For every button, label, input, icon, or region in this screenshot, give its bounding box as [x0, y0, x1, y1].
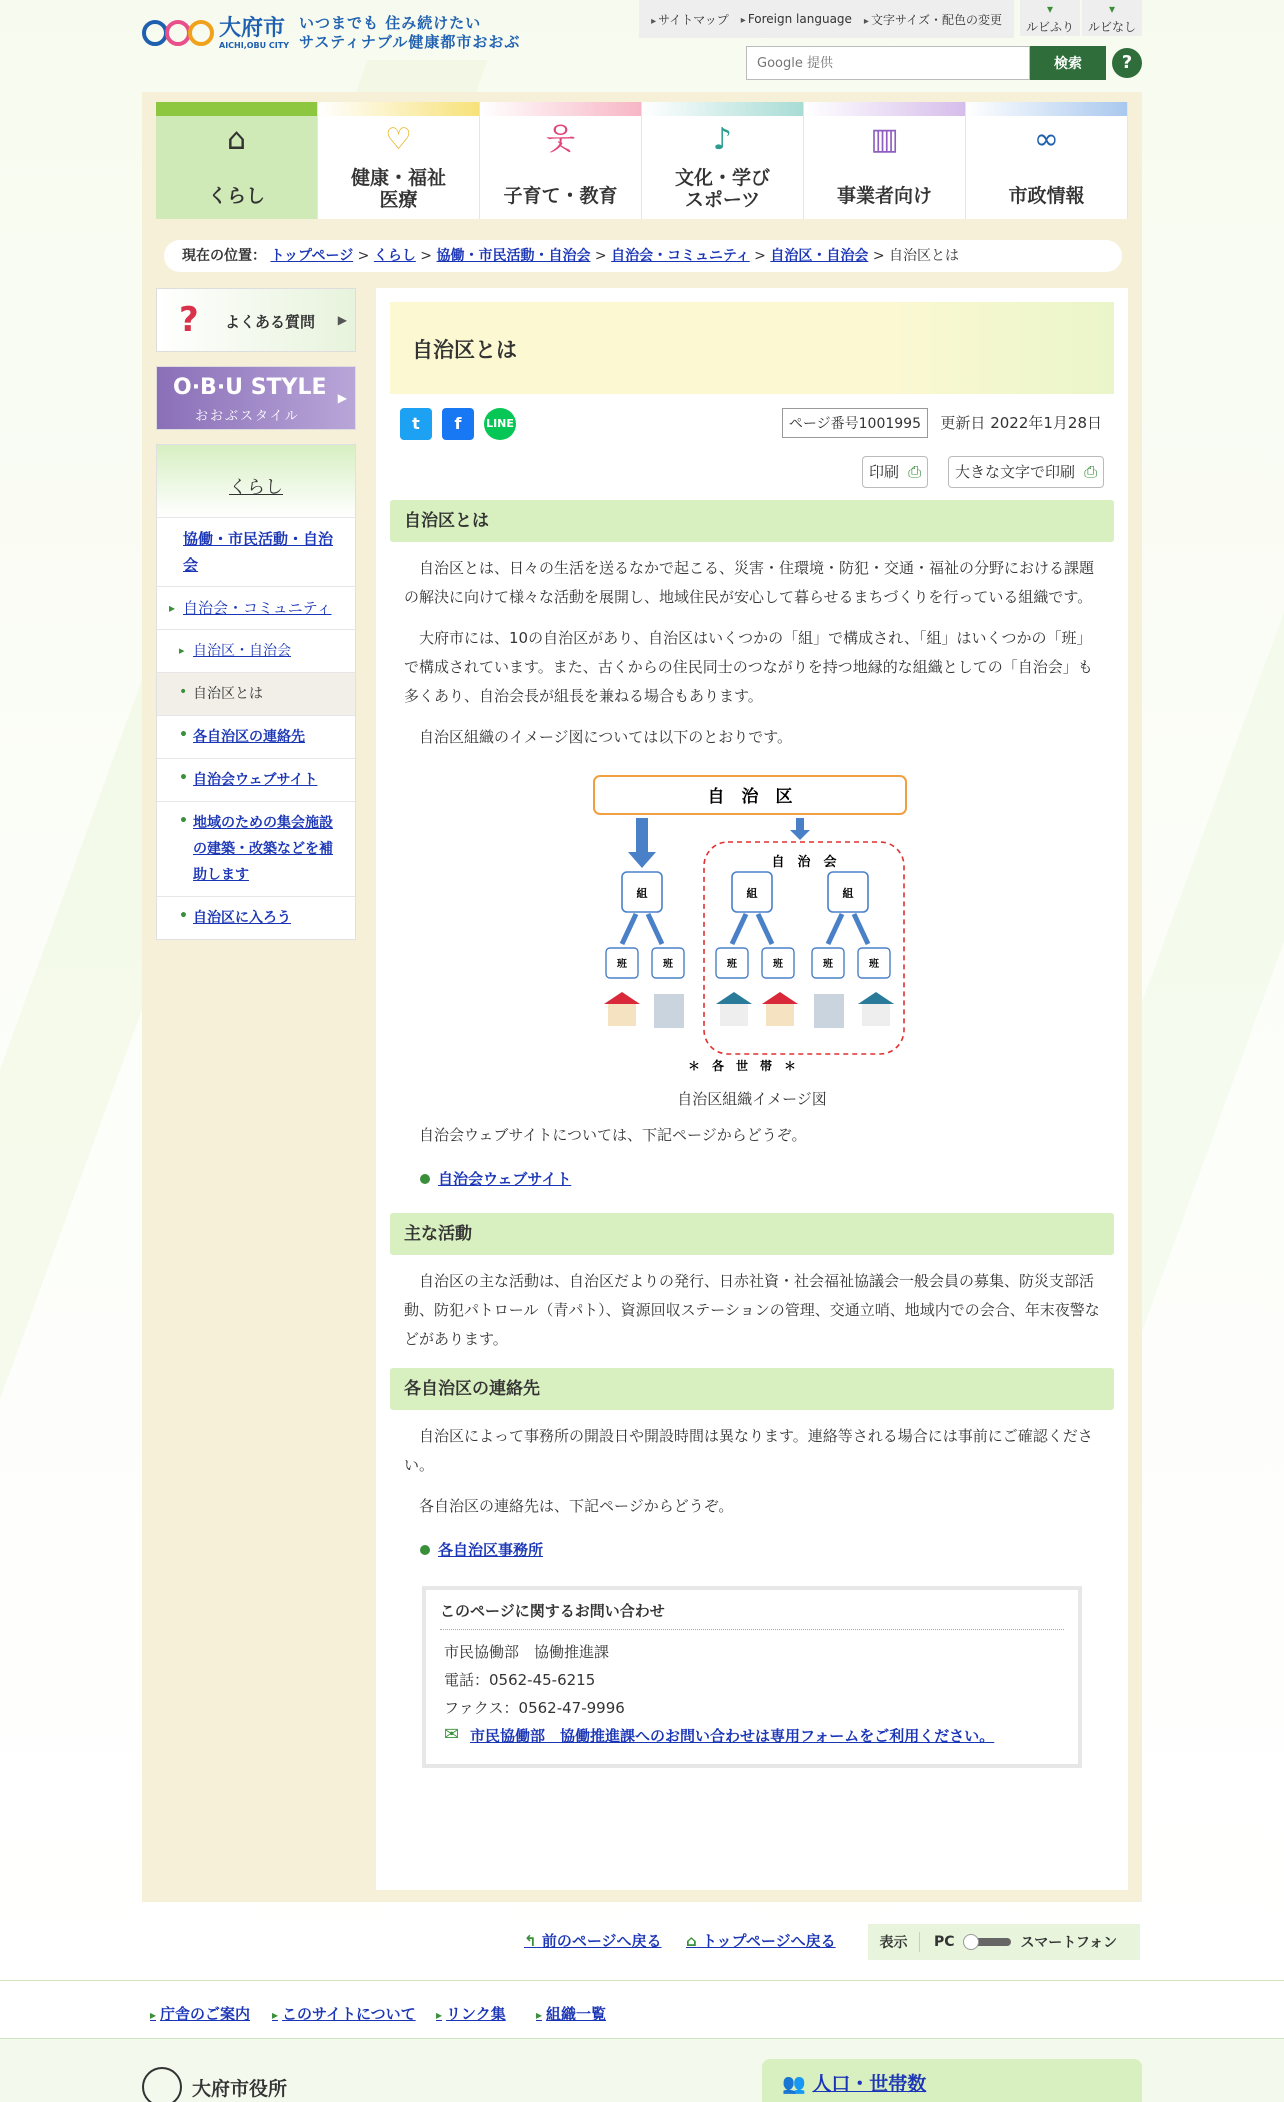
- contact-fax: ファクス：0562-47-9996: [444, 1699, 625, 1717]
- page-nav: [0, 1920, 1284, 1960]
- diagram-kumi: 組: [842, 887, 854, 900]
- footer-link-links[interactable]: ▸ リンク集: [436, 2003, 506, 2024]
- paragraph: 自治区とは、日々の生活を送るなかで起こる、災害・住環境・防犯・交通・福祉の分野における課題の解決に向けて様々な活動を展開し、地域住民が安心して暮らせるまちづくりを行っている組織です。: [404, 559, 1095, 606]
- facebook-icon[interactable]: f: [442, 408, 474, 440]
- diagram-setai-label: ＊ 各 世 帯 ＊: [687, 1059, 797, 1073]
- faq-banner[interactable]: ? よくある質問 ▶: [156, 288, 356, 352]
- violin-icon: ♪: [712, 122, 733, 157]
- local-nav-head[interactable]: くらし: [229, 477, 283, 498]
- twitter-icon[interactable]: t: [400, 408, 432, 440]
- footer-links: [0, 1980, 1284, 2038]
- search-input[interactable]: [746, 46, 1030, 80]
- arrow-right-icon: ▶: [337, 391, 347, 405]
- factory-icon: ▥: [870, 122, 899, 157]
- help-icon[interactable]: ?: [1112, 48, 1142, 78]
- people-icon: 👥: [782, 2073, 806, 2095]
- diagram-han: 班: [617, 959, 627, 970]
- diagram-kumi: 組: [636, 887, 648, 900]
- diagram-jichiku-label: 自 治 区: [707, 787, 793, 807]
- organization-diagram: [592, 774, 912, 1074]
- nav-health-welfare[interactable]: ♡ 健康・福祉 医療: [318, 102, 480, 219]
- utility-bar: [639, 0, 1142, 38]
- paragraph: 大府市には、10の自治区があり、自治区はいくつかの「組」で構成され、「組」はいくつかの「班」で構成されています。また、古くからの住民同士のつながりを持つ地縁的な組織としての「自治会」も多くあり、自治会長が組長を兼ねる場合もあります。: [404, 629, 1093, 705]
- question-icon: ?: [179, 300, 199, 340]
- main-content: [376, 288, 1128, 1890]
- sidebar: [156, 288, 356, 940]
- paragraph: 各自治区の連絡先は、下記ページからどうぞ。: [419, 1497, 734, 1515]
- diagram-kumi: 組: [746, 887, 758, 900]
- page-number: ページ番号1001995: [782, 408, 928, 438]
- breadcrumb-top[interactable]: トップページ: [270, 248, 354, 264]
- diagram-han: 班: [663, 959, 673, 970]
- ruby-off-button[interactable]: ▾ ルビなし: [1082, 0, 1142, 36]
- print-row: [390, 450, 1114, 500]
- local-nav-item: • 自治区に入ろう: [157, 896, 355, 939]
- local-nav-item: • 各自治区の連絡先: [157, 715, 355, 758]
- obu-mark-icon: ∞: [1034, 122, 1059, 157]
- diagram-han: 班: [823, 959, 833, 970]
- contact-title: このページに関するお問い合わせ: [440, 1600, 1064, 1630]
- font-size-color-link[interactable]: ▸ 文字サイズ・配色の変更: [864, 11, 1002, 28]
- breadcrumb-jichikai-community[interactable]: 自治会・コミュニティ: [611, 248, 750, 264]
- nav-childcare-education[interactable]: 웃 子育て・教育: [480, 102, 642, 219]
- contact-tel: 電話：0562-45-6215: [444, 1671, 596, 1689]
- nav-culture-sports[interactable]: ♪ 文化・学び スポーツ: [642, 102, 804, 219]
- foreign-language-link[interactable]: ▸ Foreign language: [741, 12, 852, 26]
- breadcrumb-kyodo[interactable]: 協働・市民活動・自治会: [436, 248, 591, 264]
- print-button[interactable]: 印刷 ⎙: [862, 456, 928, 488]
- local-nav-item-current: • 自治区とは: [157, 672, 355, 715]
- search-button[interactable]: 検索: [1030, 46, 1106, 80]
- page-meta: [390, 394, 1114, 450]
- heart-icon: ♡: [385, 122, 412, 157]
- section-heading: 主な活動: [390, 1213, 1114, 1255]
- smartphone-label[interactable]: スマートフォン: [1020, 1935, 1118, 1951]
- local-nav-item: 協働・市民活動・自治会: [157, 517, 355, 586]
- city-emblem-icon: [142, 2067, 182, 2102]
- section-heading: 自治区とは: [390, 500, 1114, 542]
- footer-link-chosha[interactable]: ▸ 庁舎のご案内: [150, 2003, 250, 2024]
- display-toggle[interactable]: [965, 1938, 1011, 1946]
- house-icons: [604, 992, 894, 1028]
- tagline: いつまでも 住み続けたい サスティナブル健康都市おおぶ: [299, 14, 521, 51]
- house-icon: ⌂: [226, 122, 247, 157]
- top-page-link[interactable]: ⌂ トップページへ戻る: [686, 1932, 836, 1950]
- population-link[interactable]: 人口・世帯数: [812, 2073, 927, 2095]
- city-hall: 大府市役所: [142, 2067, 287, 2102]
- footer-link-organization[interactable]: ▸ 組織一覧: [536, 2003, 606, 2024]
- diagram-jichikai-label: 自 治 会: [771, 855, 837, 870]
- home-icon: ⌂: [686, 1932, 697, 1950]
- jichikai-website-link[interactable]: 自治会ウェブサイト: [438, 1170, 572, 1188]
- obu-logo-icon: [142, 20, 211, 46]
- nav-city-info[interactable]: ∞ 市政情報: [966, 102, 1128, 219]
- main-frame: [142, 92, 1142, 1902]
- obu-style-banner[interactable]: O·B·U STYLE おおぶスタイル ▶: [156, 366, 356, 430]
- contact-dept: 市民協働部 協働推進課: [444, 1643, 610, 1661]
- contact-box: [422, 1586, 1082, 1768]
- breadcrumb-jichiku-jichikai[interactable]: 自治区・自治会: [770, 248, 869, 264]
- sitemap-link[interactable]: ▸ サイトマップ: [651, 11, 729, 28]
- diagram-han: 班: [773, 959, 783, 970]
- local-nav-item: • 自治会ウェブサイト: [157, 758, 355, 801]
- breadcrumb: 現在の位置： トップページ > くらし > 協働・市民活動・自治会 > 自治会・コミュニティ > 自治区・自治会 > 自治区とは: [164, 240, 1122, 272]
- local-nav-item: ▸ 自治区・自治会: [157, 629, 355, 672]
- child-icon: 웃: [546, 122, 575, 157]
- updated-date: 更新日 2022年1月28日: [940, 414, 1102, 432]
- nav-business[interactable]: ▥ 事業者向け: [804, 102, 966, 219]
- display-switch: 表示 PC スマートフォン: [868, 1924, 1140, 1960]
- population-box: [762, 2059, 1142, 2102]
- breadcrumb-current: 自治区とは: [889, 248, 960, 264]
- ruby-on-button[interactable]: ▾ ルビふり: [1020, 0, 1080, 36]
- figure-caption: 自治区組織イメージ図: [677, 1090, 827, 1108]
- site-footer: [0, 2038, 1284, 2102]
- footer-link-about[interactable]: ▸ このサイトについて: [272, 2003, 416, 2024]
- title-box: [390, 302, 1114, 394]
- line-icon[interactable]: LINE: [484, 408, 516, 440]
- back-link[interactable]: ↰ 前のページへ戻る: [524, 1932, 662, 1950]
- paragraph: 自治会ウェブサイトについては、下記ページからどうぞ。: [419, 1126, 807, 1144]
- site-search: [746, 46, 1142, 80]
- paragraph: 自治区の主な活動は、自治区だよりの発行、日赤社資・社会福祉協議会一般会員の募集、防災支部活動、防犯パトロール（青パト）、資源回収ステーションの管理、交通立哨、地域内での会合、年末夜警などがあります。: [404, 1272, 1100, 1348]
- diagram-han: 班: [869, 959, 879, 970]
- diagram-han: 班: [727, 959, 737, 970]
- site-logo[interactable]: [142, 14, 520, 52]
- jichiku-office-link[interactable]: 各自治区事務所: [438, 1541, 544, 1559]
- local-nav-item: ▸ 自治会・コミュニティ: [157, 586, 355, 629]
- nav-kurashi[interactable]: ⌂ くらし: [156, 102, 318, 219]
- section-heading: 各自治区の連絡先: [390, 1368, 1114, 1410]
- local-nav-item: • 地域のための集会施設の建築・改築などを補助します: [157, 801, 355, 896]
- logo-city-en: AICHI,OBU CITY: [219, 40, 290, 50]
- arrow-right-icon: ▶: [337, 313, 347, 327]
- global-nav: [156, 102, 1128, 219]
- contact-form-link[interactable]: 市民協働部 協働推進課へのお問い合わせは専用フォームをご利用ください。: [470, 1727, 995, 1745]
- print-large-button[interactable]: 大きな文字で印刷 ⎙: [948, 456, 1104, 488]
- back-arrow-icon: ↰: [524, 1932, 537, 1950]
- local-nav: [156, 444, 356, 940]
- breadcrumb-kurashi[interactable]: くらし: [373, 248, 416, 264]
- logo-city-name: 大府市: [219, 15, 286, 41]
- paragraph: 自治区によって事務所の開設日や開設時間は異なります。連絡等される場合には事前にご確認ください。: [404, 1427, 1093, 1474]
- site-header: [142, 0, 1142, 95]
- page-title: 自治区とは: [412, 338, 517, 362]
- paragraph: 自治区組織のイメージ図については以下のとおりです。: [419, 728, 793, 746]
